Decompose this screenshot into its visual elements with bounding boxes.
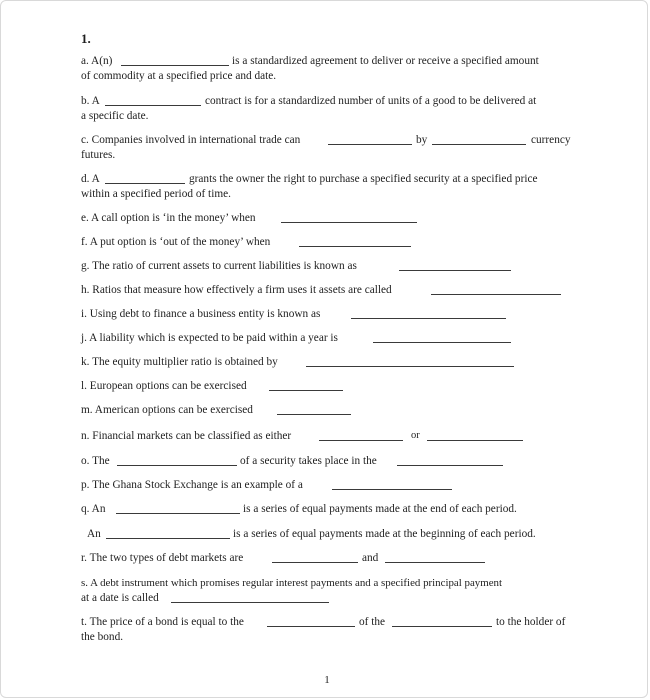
item-o-blank-1[interactable] <box>117 465 237 466</box>
item-b-line2: a specific date. <box>81 110 149 122</box>
item-j-text: j. A liability which is expected to be paid within a year is <box>81 332 338 344</box>
item-f-text: f. A put option is ‘out of the money’ when <box>81 236 271 248</box>
item-n-part1: n. Financial markets can be classified as either <box>81 430 292 442</box>
item-q-blank-2[interactable] <box>106 538 230 539</box>
item-a-line2: of commodity at a specified price and date. <box>81 70 277 82</box>
item-t-part2: of the <box>359 616 386 628</box>
item-k-text: k. The equity multiplier ratio is obtained by <box>81 356 278 368</box>
item-g-blank[interactable] <box>399 270 511 271</box>
item-q-part2: is a series of equal payments made at the end of each period. <box>243 503 517 515</box>
item-p-text: p. The Ghana Stock Exchange is an example of a <box>81 479 303 491</box>
item-t-part3: to the holder of <box>496 616 566 628</box>
item-s-blank[interactable] <box>171 602 329 603</box>
item-a-blank-1[interactable] <box>121 65 229 66</box>
item-m-blank[interactable] <box>277 414 351 415</box>
item-n-part2: or <box>411 430 420 441</box>
item-i-blank[interactable] <box>351 318 506 319</box>
item-l-blank[interactable] <box>269 390 343 391</box>
item-p-blank[interactable] <box>332 489 452 490</box>
item-t-line2: the bond. <box>81 631 124 643</box>
item-d-line2: within a specified period of time. <box>81 188 231 200</box>
item-k-blank[interactable] <box>306 366 514 367</box>
item-r-part1: r. The two types of debt markets are <box>81 552 244 564</box>
item-o-part2: of a security takes place in the <box>240 455 377 467</box>
item-d-part1: d. A <box>81 173 100 185</box>
item-n-blank-1[interactable] <box>319 440 403 441</box>
item-d-blank-1[interactable] <box>105 183 185 184</box>
item-e-text: e. A call option is ‘in the money’ when <box>81 212 256 224</box>
item-r-blank-1[interactable] <box>272 562 358 563</box>
item-o-part1: o. The <box>81 455 110 467</box>
item-t-part1: t. The price of a bond is equal to the <box>81 616 244 628</box>
item-n-blank-2[interactable] <box>427 440 523 441</box>
page-number: 1 <box>324 674 330 686</box>
item-c-part2: by <box>416 134 428 146</box>
item-i-text: i. Using debt to finance a business entity is known as <box>81 308 321 320</box>
item-c-part1: c. Companies involved in international trade can <box>81 134 301 146</box>
item-d-part2: grants the owner the right to purchase a specified security at a specified price <box>189 173 538 185</box>
item-g-text: g. The ratio of current assets to current liabilities is known as <box>81 260 357 272</box>
item-e-blank[interactable] <box>281 222 417 223</box>
item-b-part2: contract is for a standardized number of units of a good to be delivered at <box>205 95 537 107</box>
item-r-blank-2[interactable] <box>385 562 485 563</box>
item-m-text: m. American options can be exercised <box>81 404 253 416</box>
item-t-blank-2[interactable] <box>392 626 492 627</box>
item-t-blank-1[interactable] <box>267 626 355 627</box>
item-f-blank[interactable] <box>299 246 411 247</box>
item-r-part2: and <box>362 552 379 564</box>
item-a-part1: a. A(n) <box>81 55 113 67</box>
item-q-part4: is a series of equal payments made at the beginning of each period. <box>233 528 536 540</box>
item-b-part1: b. A <box>81 95 100 107</box>
item-c-line2: futures. <box>81 149 116 161</box>
item-q-part1: q. An <box>81 503 106 515</box>
item-h-text: h. Ratios that measure how effectively a firm uses it assets are called <box>81 284 392 296</box>
item-c-blank-1[interactable] <box>328 144 412 145</box>
item-a-part2: is a standardized agreement to deliver or receive a specified amount <box>232 55 539 67</box>
item-j-blank[interactable] <box>373 342 511 343</box>
item-b-blank-1[interactable] <box>105 105 201 106</box>
item-q-part3: An <box>87 528 101 540</box>
item-s-line1: s. A debt instrument which promises regular interest payments and a specified principal payment <box>81 577 502 589</box>
item-q-blank-1[interactable] <box>116 513 240 514</box>
item-o-blank-2[interactable] <box>397 465 503 466</box>
item-s-line2: at a date is called <box>81 592 159 604</box>
item-h-blank[interactable] <box>431 294 561 295</box>
question-number: 1. <box>81 31 91 46</box>
item-l-text: l. European options can be exercised <box>81 380 247 392</box>
item-c-blank-2[interactable] <box>432 144 526 145</box>
item-c-part3: currency <box>531 134 571 146</box>
